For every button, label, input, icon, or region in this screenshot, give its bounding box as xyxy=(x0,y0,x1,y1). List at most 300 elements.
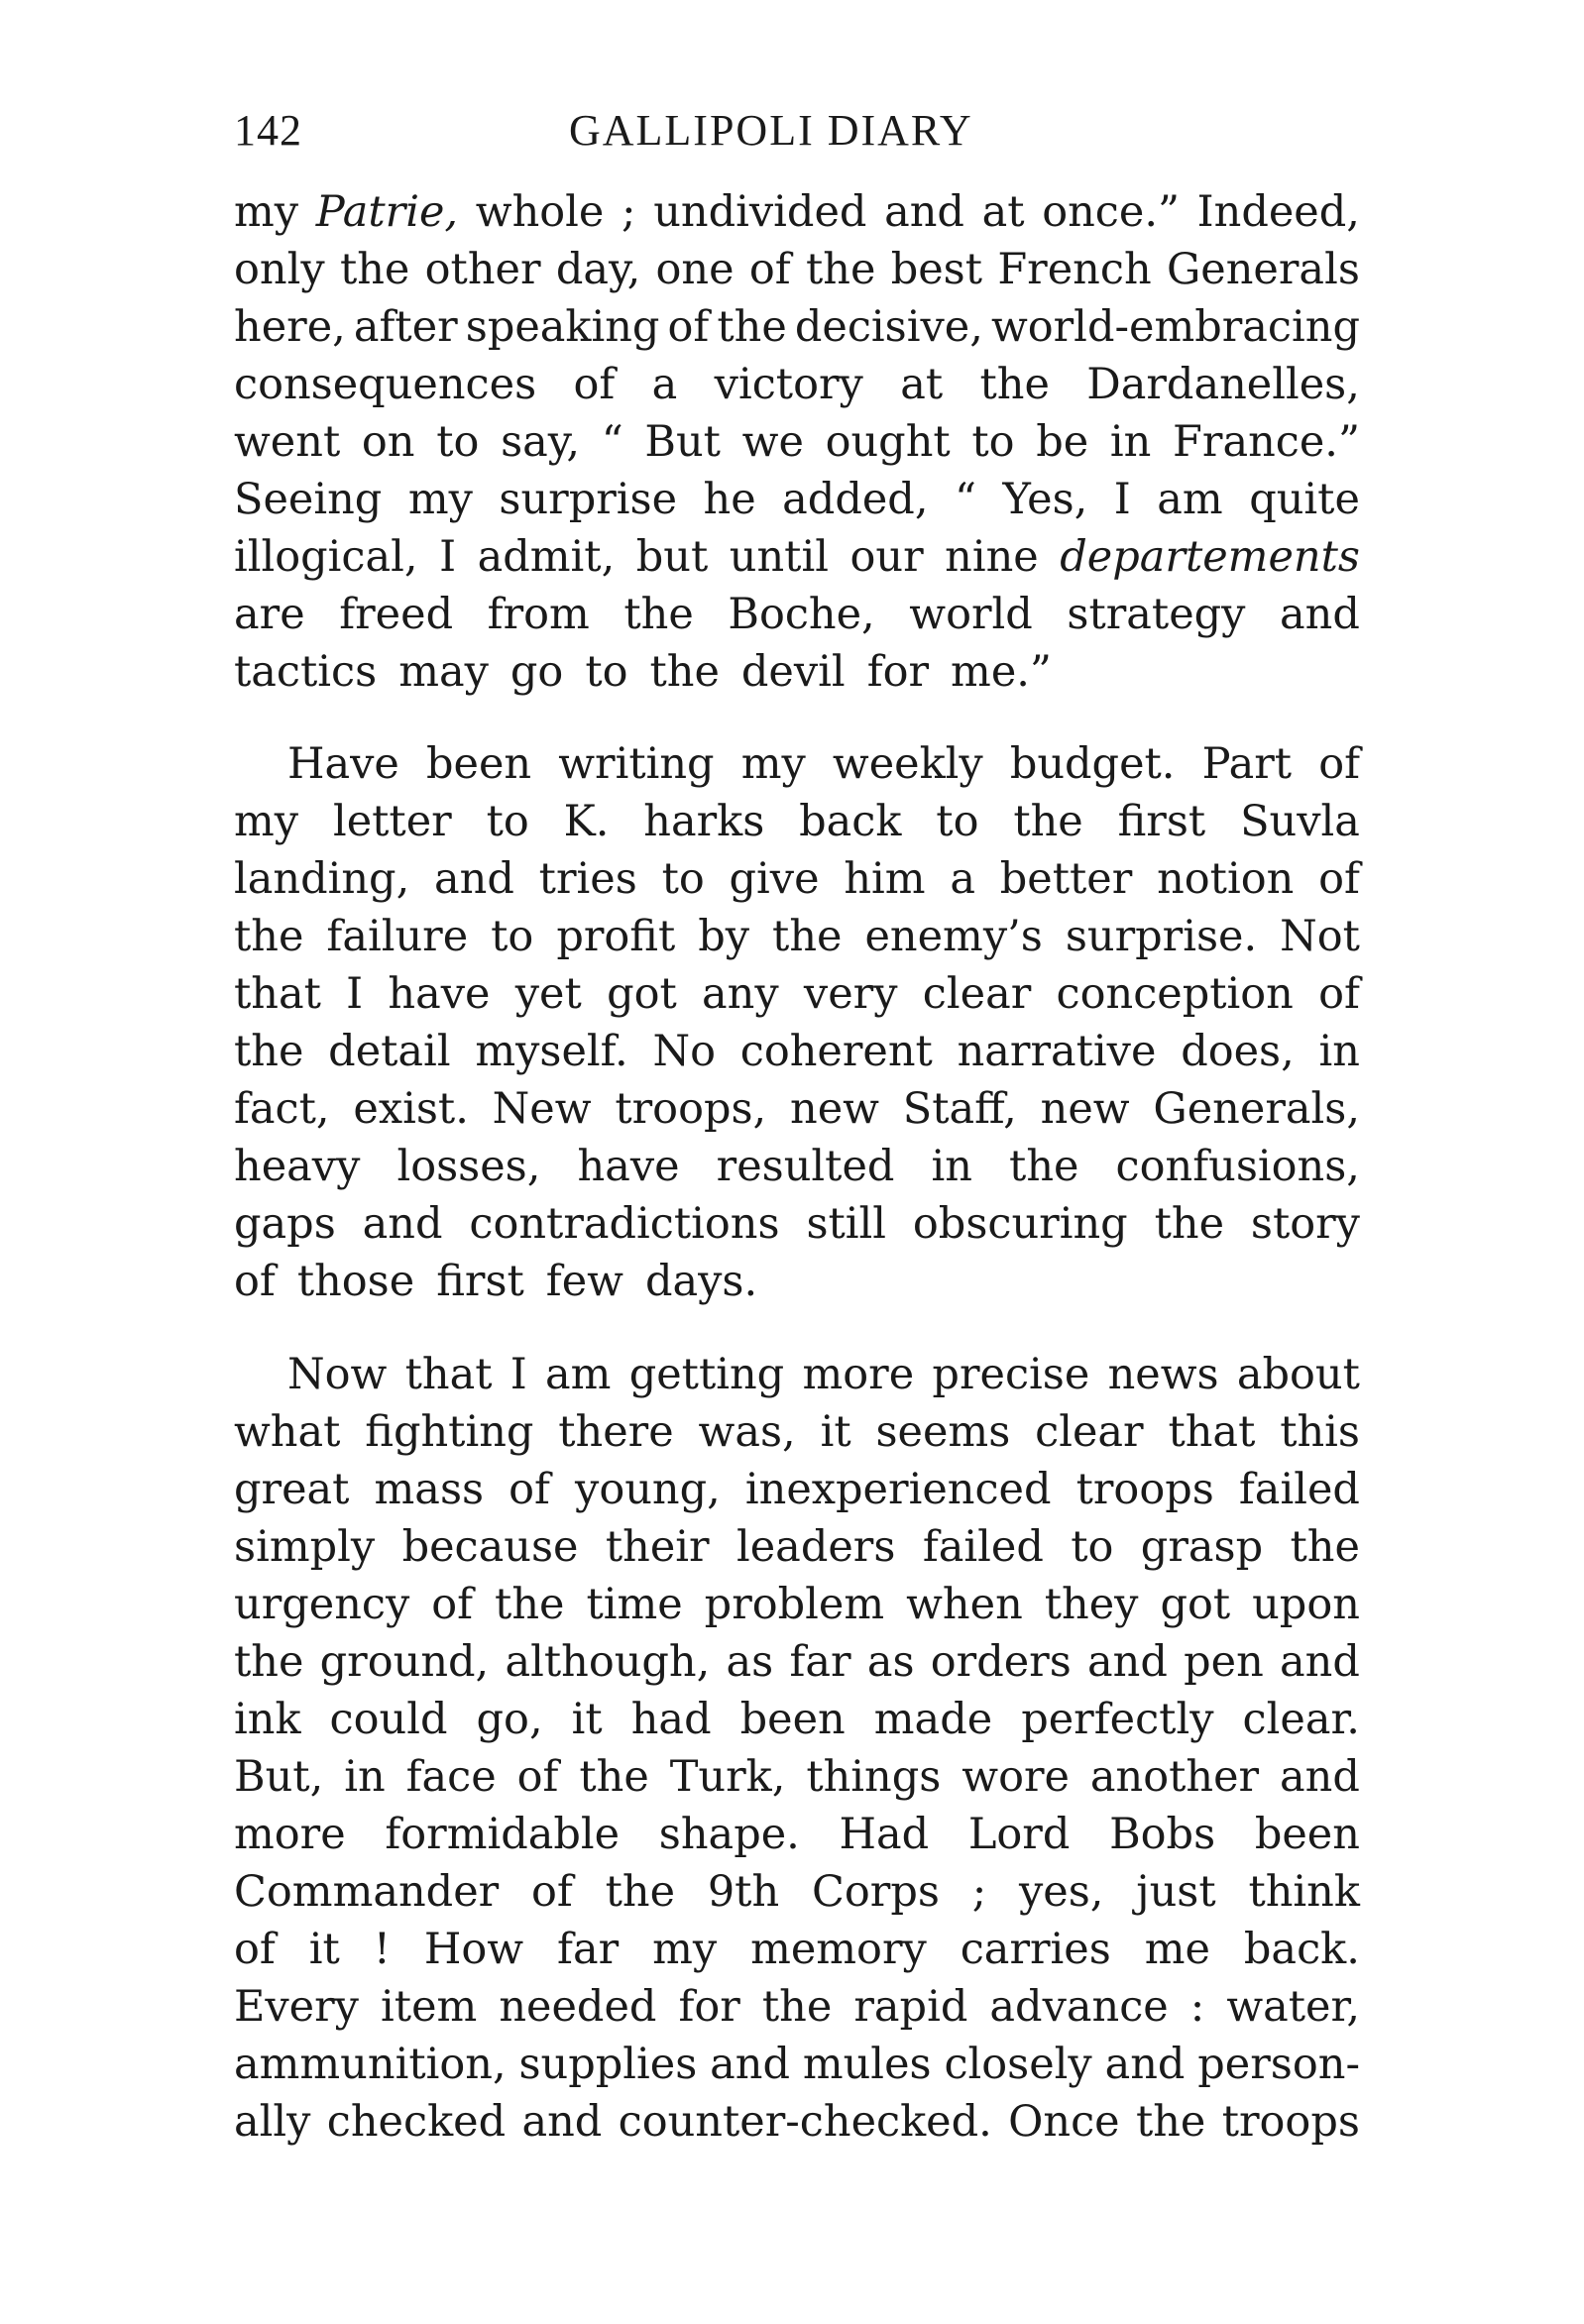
word: in xyxy=(344,1752,386,1802)
word: be xyxy=(1036,417,1089,467)
word: mules xyxy=(802,2040,932,2089)
word: that xyxy=(1168,1407,1256,1457)
word: ground, xyxy=(319,1637,490,1687)
text-line xyxy=(234,1576,1360,1633)
word: from xyxy=(487,590,590,639)
word: “ xyxy=(601,417,623,467)
text-line xyxy=(287,1346,1360,1403)
word: of xyxy=(234,1257,276,1306)
word: enemy’s xyxy=(864,912,1043,961)
word: time xyxy=(586,1580,683,1629)
text-line xyxy=(234,643,1360,701)
word: for xyxy=(866,647,930,697)
word: been xyxy=(425,739,532,789)
text-line xyxy=(234,586,1360,643)
word: tactics xyxy=(234,647,378,697)
text-line xyxy=(234,850,1360,908)
word: No xyxy=(652,1027,716,1076)
word: French xyxy=(997,245,1152,294)
word: he xyxy=(703,475,756,524)
word: nine xyxy=(945,532,1039,582)
word: our xyxy=(849,532,924,582)
word: failed xyxy=(1238,1465,1360,1514)
word: needed xyxy=(499,1982,657,2032)
word: to xyxy=(436,417,480,467)
word: to xyxy=(1071,1522,1114,1572)
word: and xyxy=(1104,2040,1186,2089)
word: rapid xyxy=(853,1982,968,2032)
word: losses, xyxy=(396,1142,541,1191)
word: when xyxy=(906,1580,1023,1629)
word: those xyxy=(296,1257,415,1306)
word: it xyxy=(820,1407,851,1457)
word: the xyxy=(805,245,876,294)
word: freed xyxy=(339,590,454,639)
word: Generals, xyxy=(1153,1084,1360,1134)
word: think xyxy=(1248,1867,1360,1917)
word: item xyxy=(381,1982,478,2032)
text-line xyxy=(234,2093,1360,2151)
word: in xyxy=(1109,417,1152,467)
word: quite xyxy=(1249,475,1360,524)
word: back. xyxy=(1243,1925,1360,1974)
word: troops xyxy=(1221,2097,1360,2147)
word: writing xyxy=(558,739,715,789)
word: are xyxy=(234,590,305,639)
word: although, xyxy=(505,1637,711,1687)
word: on xyxy=(361,417,415,467)
word: tries xyxy=(538,854,637,904)
word: few xyxy=(545,1257,623,1306)
word: the xyxy=(579,1752,649,1802)
text-line xyxy=(287,735,1360,793)
word: they xyxy=(1044,1580,1139,1629)
word: upon xyxy=(1252,1580,1360,1629)
page-number: 142 xyxy=(234,106,302,155)
word: the xyxy=(717,302,787,352)
word: things xyxy=(806,1752,942,1802)
word: formidable xyxy=(385,1810,621,1859)
word: the xyxy=(605,1867,676,1917)
word: to xyxy=(486,797,529,846)
word: Seeing xyxy=(234,475,383,524)
word: more xyxy=(234,1810,346,1859)
word: world xyxy=(909,590,1033,639)
word: speaking xyxy=(465,302,660,352)
word: the xyxy=(623,590,694,639)
word: strategy xyxy=(1067,590,1246,639)
word: letter xyxy=(332,797,452,846)
text-line xyxy=(234,1691,1360,1748)
word: news xyxy=(1107,1350,1219,1399)
word: far xyxy=(789,1637,851,1687)
word: there xyxy=(558,1407,674,1457)
word: may xyxy=(398,647,489,697)
text-line xyxy=(234,2036,1360,2093)
word: any xyxy=(702,969,779,1019)
word: him xyxy=(844,854,926,904)
word: as xyxy=(726,1637,774,1687)
word: new xyxy=(790,1084,879,1134)
word: supplies xyxy=(518,2040,698,2089)
word: conception xyxy=(1056,969,1294,1019)
word: my xyxy=(234,187,299,237)
word: water, xyxy=(1226,1982,1360,2032)
word: and xyxy=(710,2040,790,2089)
word: problem xyxy=(704,1580,885,1629)
word: urgency xyxy=(234,1580,410,1629)
word: first xyxy=(1117,797,1206,846)
word: to xyxy=(661,854,705,904)
word: and xyxy=(1280,1637,1360,1687)
word: story xyxy=(1250,1199,1360,1249)
word: clear xyxy=(1035,1407,1144,1457)
word: Lord xyxy=(967,1810,1071,1859)
word: still xyxy=(806,1199,887,1249)
word: that xyxy=(404,1350,493,1399)
word: and xyxy=(1280,590,1360,639)
word: could xyxy=(329,1695,448,1744)
word: as xyxy=(866,1637,915,1687)
word: one xyxy=(655,245,735,294)
word: obscuring xyxy=(912,1199,1128,1249)
word: go, xyxy=(476,1695,543,1744)
word: here, xyxy=(234,302,346,352)
word: new xyxy=(1040,1084,1130,1134)
word: days. xyxy=(644,1257,758,1306)
word: 9th xyxy=(707,1867,780,1917)
word: of xyxy=(234,1925,276,1974)
word: what xyxy=(234,1407,341,1457)
word: because xyxy=(401,1522,579,1572)
word: clear xyxy=(922,969,1032,1019)
word: Indeed, xyxy=(1196,187,1360,237)
word: and xyxy=(1087,1637,1168,1687)
word: first xyxy=(436,1257,524,1306)
word: world-embracing xyxy=(990,302,1360,352)
word: in xyxy=(1318,1027,1360,1076)
word: Suvla xyxy=(1240,797,1360,846)
word: the xyxy=(495,1580,565,1629)
word: Patrie, xyxy=(315,187,459,237)
word: victory xyxy=(714,360,863,409)
word: another xyxy=(1089,1752,1260,1802)
word: Now xyxy=(287,1350,388,1399)
word: illogical, xyxy=(234,532,418,582)
word: troops xyxy=(1075,1465,1214,1514)
text-line xyxy=(234,1138,1360,1195)
text-line xyxy=(234,1403,1360,1461)
word: more xyxy=(802,1350,915,1399)
text-line xyxy=(234,183,1360,241)
word: resulted xyxy=(716,1142,895,1191)
word: of xyxy=(1318,969,1360,1019)
text-line xyxy=(234,356,1360,413)
word: been xyxy=(1254,1810,1360,1859)
word: : xyxy=(1189,1982,1205,2032)
word: Commander xyxy=(234,1867,500,1917)
word: landing, xyxy=(234,854,410,904)
word: How xyxy=(423,1925,524,1974)
text-line xyxy=(234,298,1360,356)
word: the xyxy=(772,912,843,961)
word: contradictions xyxy=(469,1199,780,1249)
word: only xyxy=(234,245,325,294)
word: got xyxy=(607,969,677,1019)
word: Have xyxy=(287,739,399,789)
word: ! xyxy=(373,1925,391,1974)
word: ; xyxy=(971,1867,987,1917)
word: this xyxy=(1280,1407,1360,1457)
word: France.” xyxy=(1173,417,1360,467)
word: of xyxy=(1318,739,1360,789)
word: Every xyxy=(234,1982,359,2032)
word: person- xyxy=(1197,2040,1360,2089)
text-line xyxy=(234,1921,1360,1978)
word: by xyxy=(698,912,750,961)
word: confusions, xyxy=(1115,1142,1360,1191)
word: the xyxy=(761,1982,833,2032)
word: ; xyxy=(622,187,636,237)
word: of xyxy=(509,1465,550,1514)
text-line xyxy=(234,1253,1360,1310)
word: the xyxy=(1135,2097,1206,2147)
word: pen xyxy=(1184,1637,1264,1687)
word: closely xyxy=(944,2040,1092,2089)
word: ammunition, xyxy=(234,2040,507,2089)
word: great xyxy=(234,1465,350,1514)
word: we xyxy=(741,417,804,467)
word: But xyxy=(644,417,721,467)
word: to xyxy=(491,912,534,961)
text-line xyxy=(234,1023,1360,1080)
word: undivided xyxy=(653,187,867,237)
word: orders xyxy=(930,1637,1072,1687)
word: Part xyxy=(1201,739,1293,789)
word: myself. xyxy=(475,1027,628,1076)
word: the xyxy=(234,912,304,961)
word: departements xyxy=(1060,532,1360,582)
text-line xyxy=(234,1518,1360,1576)
word: the xyxy=(979,360,1050,409)
word: went xyxy=(234,417,341,467)
word: back xyxy=(799,797,902,846)
word: failure xyxy=(326,912,469,961)
text-line xyxy=(234,965,1360,1023)
word: But, xyxy=(234,1752,324,1802)
word: that xyxy=(234,969,321,1019)
word: until xyxy=(729,532,829,582)
word: the xyxy=(649,647,720,697)
word: a xyxy=(950,854,975,904)
word: fact, xyxy=(234,1084,330,1134)
word: yes, xyxy=(1019,1867,1104,1917)
text-line xyxy=(234,1080,1360,1138)
word: me.” xyxy=(951,647,1052,697)
word: mass xyxy=(374,1465,485,1514)
word: exist. xyxy=(353,1084,469,1134)
word: K. xyxy=(563,797,610,846)
word: checked xyxy=(326,2097,507,2147)
word: the xyxy=(1154,1199,1225,1249)
word: and xyxy=(884,187,964,237)
word: detail xyxy=(328,1027,451,1076)
text-line xyxy=(234,241,1360,298)
word: say, xyxy=(501,417,581,467)
word: Turk, xyxy=(669,1752,786,1802)
word: Generals xyxy=(1166,245,1360,294)
word: notion xyxy=(1157,854,1295,904)
word: to xyxy=(585,647,628,697)
word: getting xyxy=(628,1350,785,1399)
word: profit xyxy=(556,912,676,961)
word: the xyxy=(1009,1142,1079,1191)
word: at xyxy=(981,187,1025,237)
word: their xyxy=(605,1522,710,1572)
word: inexperienced xyxy=(744,1465,1052,1514)
word: it xyxy=(308,1925,340,1974)
word: simply xyxy=(234,1522,376,1572)
word: consequences xyxy=(234,360,537,409)
word: it xyxy=(571,1695,603,1744)
word: young, xyxy=(575,1465,721,1514)
word: of xyxy=(516,1752,559,1802)
text-line xyxy=(234,1633,1360,1691)
word: Not xyxy=(1280,912,1360,961)
word: seems xyxy=(875,1407,1011,1457)
word: admit, xyxy=(477,532,616,582)
word: heavy xyxy=(234,1142,361,1191)
word: harks xyxy=(643,797,765,846)
word: far xyxy=(557,1925,620,1974)
word: Bobs xyxy=(1109,1810,1216,1859)
word: New xyxy=(492,1084,592,1134)
word: to xyxy=(936,797,979,846)
word: am xyxy=(545,1350,612,1399)
word: the xyxy=(234,1027,304,1076)
word: grasp xyxy=(1140,1522,1264,1572)
word: I xyxy=(1113,475,1131,524)
word: gaps xyxy=(234,1199,336,1249)
word: memory xyxy=(750,1925,927,1974)
word: after xyxy=(353,302,458,352)
word: at xyxy=(900,360,944,409)
word: of xyxy=(431,1580,474,1629)
word: been xyxy=(739,1695,846,1744)
word: surprise. xyxy=(1065,912,1258,961)
word: once.” xyxy=(1042,187,1180,237)
word: and xyxy=(1280,1752,1360,1802)
word: failed xyxy=(922,1522,1044,1572)
text-line xyxy=(234,413,1360,471)
word: and xyxy=(521,2097,603,2147)
word: yet xyxy=(514,969,582,1019)
word: wore xyxy=(962,1752,1070,1802)
word: am xyxy=(1157,475,1223,524)
word: of xyxy=(573,360,616,409)
word: does, xyxy=(1181,1027,1295,1076)
word: shape. xyxy=(658,1810,800,1859)
word: was, xyxy=(698,1407,796,1457)
word: in xyxy=(931,1142,972,1191)
word: Corps xyxy=(811,1867,940,1917)
word: to xyxy=(971,417,1015,467)
word: “ xyxy=(955,475,976,524)
word: but xyxy=(635,532,709,582)
word: the xyxy=(234,1637,304,1687)
word: budget. xyxy=(1009,739,1176,789)
word: of xyxy=(531,1867,573,1917)
word: fighting xyxy=(365,1407,534,1457)
word: other xyxy=(424,245,541,294)
word: perfectly xyxy=(1021,1695,1214,1744)
running-title: GALLIPOLI DIARY xyxy=(569,106,973,155)
word: me xyxy=(1144,1925,1210,1974)
word: go xyxy=(509,647,564,697)
word: face xyxy=(405,1752,497,1802)
text-line xyxy=(234,793,1360,850)
text-line xyxy=(234,471,1360,528)
word: Boche, xyxy=(728,590,875,639)
text-line xyxy=(234,528,1360,586)
word: clear. xyxy=(1242,1695,1360,1744)
word: have xyxy=(388,969,491,1019)
word: ink xyxy=(234,1695,301,1744)
word: decisive, xyxy=(794,302,983,352)
word: Staff, xyxy=(902,1084,1017,1134)
word: leaders xyxy=(735,1522,896,1572)
word: the xyxy=(339,245,410,294)
word: counter-checked. xyxy=(618,2097,992,2147)
word: Once xyxy=(1008,2097,1120,2147)
text-line xyxy=(234,1748,1360,1806)
word: I xyxy=(509,1350,527,1399)
word: of xyxy=(667,302,710,352)
word: about xyxy=(1236,1350,1360,1399)
word: ally xyxy=(234,2097,311,2147)
word: Dardanelles, xyxy=(1086,360,1360,409)
word: my xyxy=(407,475,473,524)
word: have xyxy=(577,1142,680,1191)
word: just xyxy=(1136,1867,1216,1917)
text-line xyxy=(234,1978,1360,2036)
word: very xyxy=(803,969,898,1019)
word: carries xyxy=(960,1925,1111,1974)
word: day, xyxy=(555,245,641,294)
word: coherent xyxy=(739,1027,933,1076)
word: my xyxy=(234,797,299,846)
text-line xyxy=(234,1195,1360,1253)
word: best xyxy=(890,245,983,294)
word: the xyxy=(1290,1522,1360,1572)
word: for xyxy=(678,1982,740,2032)
word: ought xyxy=(825,417,951,467)
word: I xyxy=(346,969,364,1019)
word: Yes, xyxy=(1002,475,1088,524)
word: of xyxy=(1318,854,1360,904)
page-header xyxy=(234,105,1360,165)
word: of xyxy=(748,245,791,294)
word: added, xyxy=(782,475,929,524)
word: got xyxy=(1160,1580,1231,1629)
word: and xyxy=(434,854,514,904)
text-line xyxy=(234,1806,1360,1863)
word: and xyxy=(362,1199,443,1249)
word: my xyxy=(652,1925,718,1974)
word: troops, xyxy=(615,1084,767,1134)
word: the xyxy=(1013,797,1083,846)
word: advance xyxy=(989,1982,1169,2032)
